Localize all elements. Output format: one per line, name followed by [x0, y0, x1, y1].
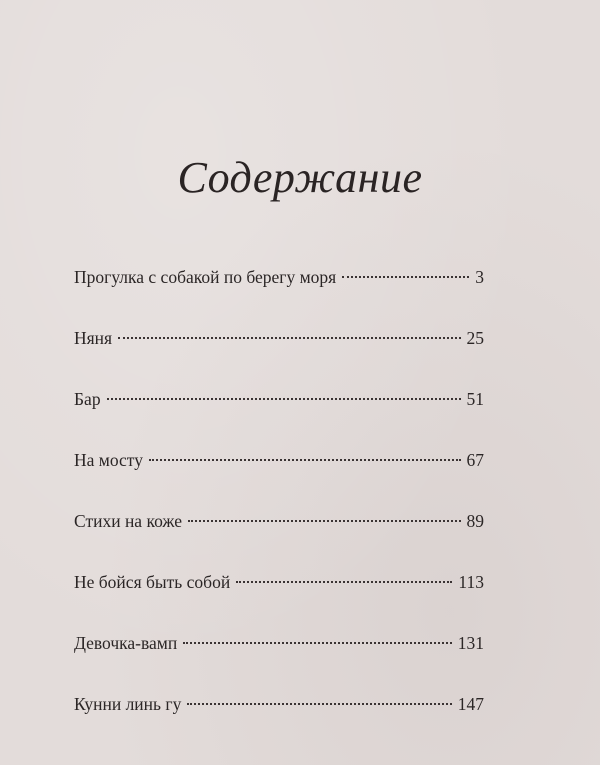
dot-leader — [149, 459, 461, 461]
toc-entry-page: 25 — [466, 328, 484, 348]
toc-entry-title: Бар — [74, 389, 101, 409]
dot-leader — [107, 398, 461, 400]
dot-leader — [187, 703, 451, 705]
toc-entry-page: 3 — [475, 267, 484, 287]
toc-entry-title: Кунни линь гу — [74, 694, 182, 714]
toc-entry-page: 67 — [466, 450, 484, 470]
toc-entry-title: Прогулка с собакой по берегу моря — [74, 267, 337, 287]
dot-leader — [236, 581, 452, 583]
toc-entry-title: Девочка-вамп — [74, 633, 178, 653]
toc-entry-page: 147 — [457, 694, 484, 714]
toc-entry-title: На мосту — [74, 450, 143, 470]
toc-entry — [74, 570, 484, 631]
toc-entry — [74, 509, 484, 570]
toc-entry-page: 131 — [457, 633, 484, 653]
toc-entry-page: 113 — [458, 572, 484, 592]
toc-entry — [74, 631, 484, 692]
dot-leader — [183, 642, 452, 644]
toc-list — [74, 265, 484, 753]
toc-entry — [74, 326, 484, 387]
toc-entry — [74, 387, 484, 448]
toc-entry-title: Стихи на коже — [74, 511, 183, 531]
toc-entry-page: 51 — [466, 389, 484, 409]
toc-entry — [74, 265, 484, 326]
toc-entry-title: Не бойся быть собой — [74, 572, 231, 592]
toc-entry — [74, 692, 484, 753]
dot-leader — [342, 276, 469, 278]
toc-entry-page: 89 — [466, 511, 484, 531]
toc-entry-title: Няня — [74, 328, 113, 348]
dot-leader — [118, 337, 460, 339]
dot-leader — [188, 520, 460, 522]
toc-entry — [74, 448, 484, 509]
toc-heading: Содержание — [177, 153, 423, 202]
